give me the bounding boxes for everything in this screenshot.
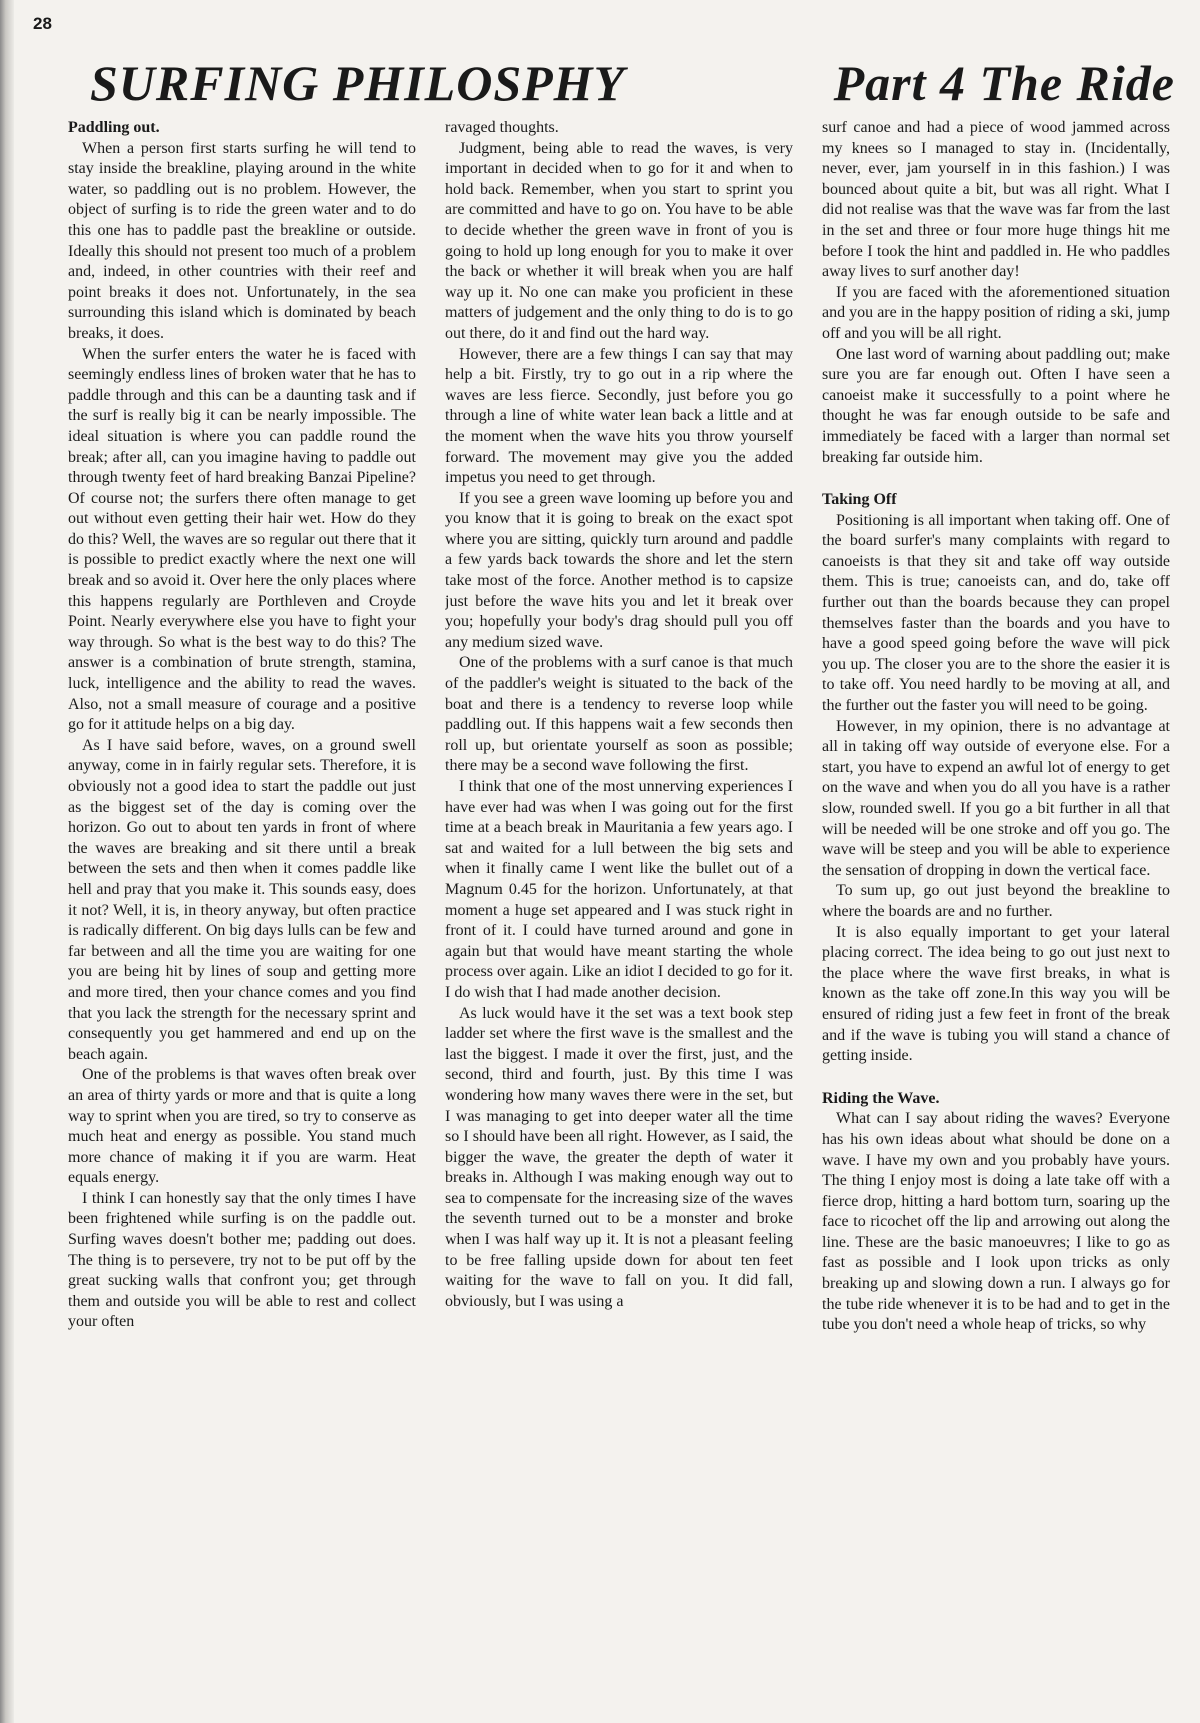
column-3 — [822, 118, 1170, 1708]
paragraph: As luck would have it the set was a text book step ladder set where the first wave is the smallest and the last the biggest. I made it over the first, just, and the second, third and fourth, just. By this time I was wondering how many waves there were in the set, but I was managing to get into deeper water all the time so I should have been all right. However, as I said, the bigger the wave, the greater the depth of water it breaks in. Although I was making enough way out to sea to compensate for the increasing size of the waves the seventh turned out to be a monster and broke when I was half way up it. It is not a pleasant feeling to be free falling upside down for about ten feet waiting for the wave to fall on you. It did fall, obviously, but I was using a — [445, 1004, 793, 1310]
paragraph: If you are faced with the aforementioned situation and you are in the happy position of riding a ski, jump off and you will be all right. — [822, 283, 1170, 342]
section-heading-riding-the-wave: Riding the Wave. — [822, 1089, 940, 1107]
paragraph: When a person first starts surfing he will tend to stay inside the breakline, playing around in the white water, so paddling out is no problem. However, the object of surfing is to ride the green water and to do this one has to paddle past the breakline or outside. Ideally this should not present too much of a problem and, indeed, in other countries with their reef and point breaks it does not. Unfortunately, in the sea surrounding this island which is dominated by beach breaks, it does. — [68, 139, 416, 342]
section-heading-taking-off: Taking Off — [822, 491, 897, 509]
paragraph: To sum up, go out just beyond the breakline to where the boards are and no further. — [822, 882, 1170, 920]
article-part-title: Part 4 The Ride — [833, 55, 1175, 111]
paragraph: When the surfer enters the water he is faced with seemingly endless lines of broken water that he has to paddle through and this can be a daunting task and if the surf is really big it can be nearly impossible. The ideal situation is where you can paddle round the break; after all, can you imagine having to paddle out through twenty feet of hard breaking Banzai Pipeline? Of course not; the surfers there often manage to get out without even getting their hair wet. How do they do this? Well, the waves are so regular out there that it is possible to predict exactly where the next one will break and so avoid it. Over here the only places where this happens regularly are Porthleven and Croyde Point. Nearly everywhere else you have to fight your way through. So what is the best way to do this? The answer is a combination of brute strength, stamina, luck, intelligence and the ability to read the waves. Also, not a small measure of courage and a positive go for it attitude helps on a big day. — [68, 345, 416, 734]
paragraph: If you see a green wave looming up before you and you know that it is going to break on the exact spot where you are sitting, quickly turn around and paddle a few yards back towards the shore and let the stern take most of the force. Another method is to capsize just before the wave hits you and let it break over you; hopefully your body's drag should pull you off any medium sized wave. — [445, 489, 793, 651]
paragraph: Judgment, being able to read the waves, is very important in decided when to go for it and when to hold back. Remember, when you start to sprint you are committed and have to go on. You have to be able to decide whether the green wave in front of you is going to hold up long enough for you to make it over the back or whether it will break when you are half way up it. No one can make you proficient in these matters of judgement and the only thing to do is to go out there, do it and find out the hard way. — [445, 139, 793, 342]
paragraph: However, there are a few things I can say that may help a bit. Firstly, try to go out in a rip where the waves are less fierce. Secondly, just before you go through a line of white water lean back a little and at the moment when the wave hits you throw yourself forward. The movement may give you the added impetus you need to get through. — [445, 345, 793, 487]
paragraph: I think I can honestly say that the only times I have been frightened while surfing is on the paddle out. Surfing waves doesn't bother me; padding out does. The thing is to persevere, try not to be put off by the great sucking walls that confront you; get through them and outside you will be able to rest and collect your often — [68, 1189, 416, 1331]
paragraph: One of the problems with a surf canoe is that much of the paddler's weight is situated to the back of the boat and there is a tendency to reverse loop while paddling out. If this happens wait a few seconds then roll up, but orientate yourself as soon as possible; there may be a second wave following the first. — [445, 654, 793, 775]
paragraph: It is also equally important to get your lateral placing correct. The idea being to go out just next to the place where the wave first breaks, in what is known as the take off zone.In this way you will be ensured of riding just a few feet in front of the break and if the wave is tubing you will stand a chance of getting inside. — [822, 923, 1170, 1065]
column-1 — [68, 118, 416, 1708]
article-body — [68, 118, 1170, 1708]
paragraph: Positioning is all important when taking off. One of the board surfer's many complaints with regard to canoeists is that they sit and take off way outside them. This is true; canoeists can, and do, take off further out than the boards because they can propel themselves faster than the boards and you have to have a good speed going before the wave will pick you up. The closer you are to the shore the easier it is to take off. You need hardly to be moving at all, and the further out the faster you will need to be going. — [822, 511, 1170, 715]
column-2 — [445, 118, 793, 1708]
paragraph: One last word of warning about paddling out; make sure you are far enough out. Often I have seen a canoeist make it successfully to a point where he thought he was far enough outside to be safe and immediately be faced with a larger than normal set breaking far outside him. — [822, 345, 1170, 466]
article-headline — [90, 48, 1175, 118]
paragraph: However, in my opinion, there is no advantage at all in taking off way outside of everyone else. For a start, you have to expend an awful lot of energy to get on the wave and when you do all you have is a rather slow, rounded swell. If you go a bit further in all that will be needed will be one stroke and off you go. The wave will be steep and you will be able to experience the sensation of dropping in down the vertical face. — [822, 717, 1170, 879]
paragraph: One of the problems is that waves often break over an area of thirty yards or more and that is quite a long way to sprint when you are tired, so try to conserve as much heat and energy as possible. You stand much more chance of making it if you are warm. Heat equals energy. — [68, 1066, 416, 1187]
page-binding-edge — [0, 0, 14, 1723]
paragraph: As I have said before, waves, on a ground swell anyway, come in in fairly regular sets. Therefore, it is obviously not a good idea to start the paddle out just as the biggest set of the day is coming over the horizon. Go out to about ten yards in front of where the waves are breaking and sit there until a break between the sets and then when it comes paddle like hell and pray that you make it. This sounds easy, does it not? Well, it is, in theory anyway, but often practice is radically different. On big days lulls can be few and far between and all the time you are waiting for one you are being hit by lines of soup and getting more and more tired, then your chance comes and you find that you lack the strength for the necessary sprint and consequently you get hammered and end up on the beach again. — [68, 736, 416, 1063]
section-heading-paddling-out: Paddling out. — [68, 119, 160, 136]
paragraph: What can I say about riding the waves? Everyone has his own ideas about what should be done on a wave. I have my own and you probably have yours. The thing I enjoy most is doing a late take off with a fierce drop, hitting a hard bottom turn, soaring up the face to ricochet off the lip and arrowing out along the line. These are the basic manoeuvres; I like to go as fast as possible and I look upon tricks as only breaking up and slowing down a run. I always go for the tube ride whenever it is to be had and to get in the tube you don't need a whole heap of tricks, so why — [822, 1110, 1170, 1334]
article-title: SURFING PHILOSPHY — [90, 55, 626, 111]
paragraph: I think that one of the most unnerving experiences I have ever had was when I was going out for the first time at a beach break in Mauritania a few years ago. I sat and waited for a lull between the big sets and when it finally came I went like the bullet out of a Magnum 0.45 for the horizon. Unfortunately, at that moment a huge set appeared and I was stuck right in front of it. I could have turned around and gone in again but that would have meant starting the whole process over again. Like an idiot I decided to go for it. I do wish that I had made another decision. — [445, 778, 793, 1001]
paragraph-continued: ravaged thoughts. — [445, 119, 559, 136]
page-number: 28 — [33, 14, 52, 33]
paragraph-continued: surf canoe and had a piece of wood jammed across my knees so I managed to stay in. (Incidentally, never, ever, jam yourself in in this fashion.) I was bounced about quite a bit, but was all right. What I did not realise was that the wave was far from the last in the set and three or four more huge things hit me before I took the hint and paddled in. He who paddles away lives to surf another day! — [822, 119, 1170, 281]
